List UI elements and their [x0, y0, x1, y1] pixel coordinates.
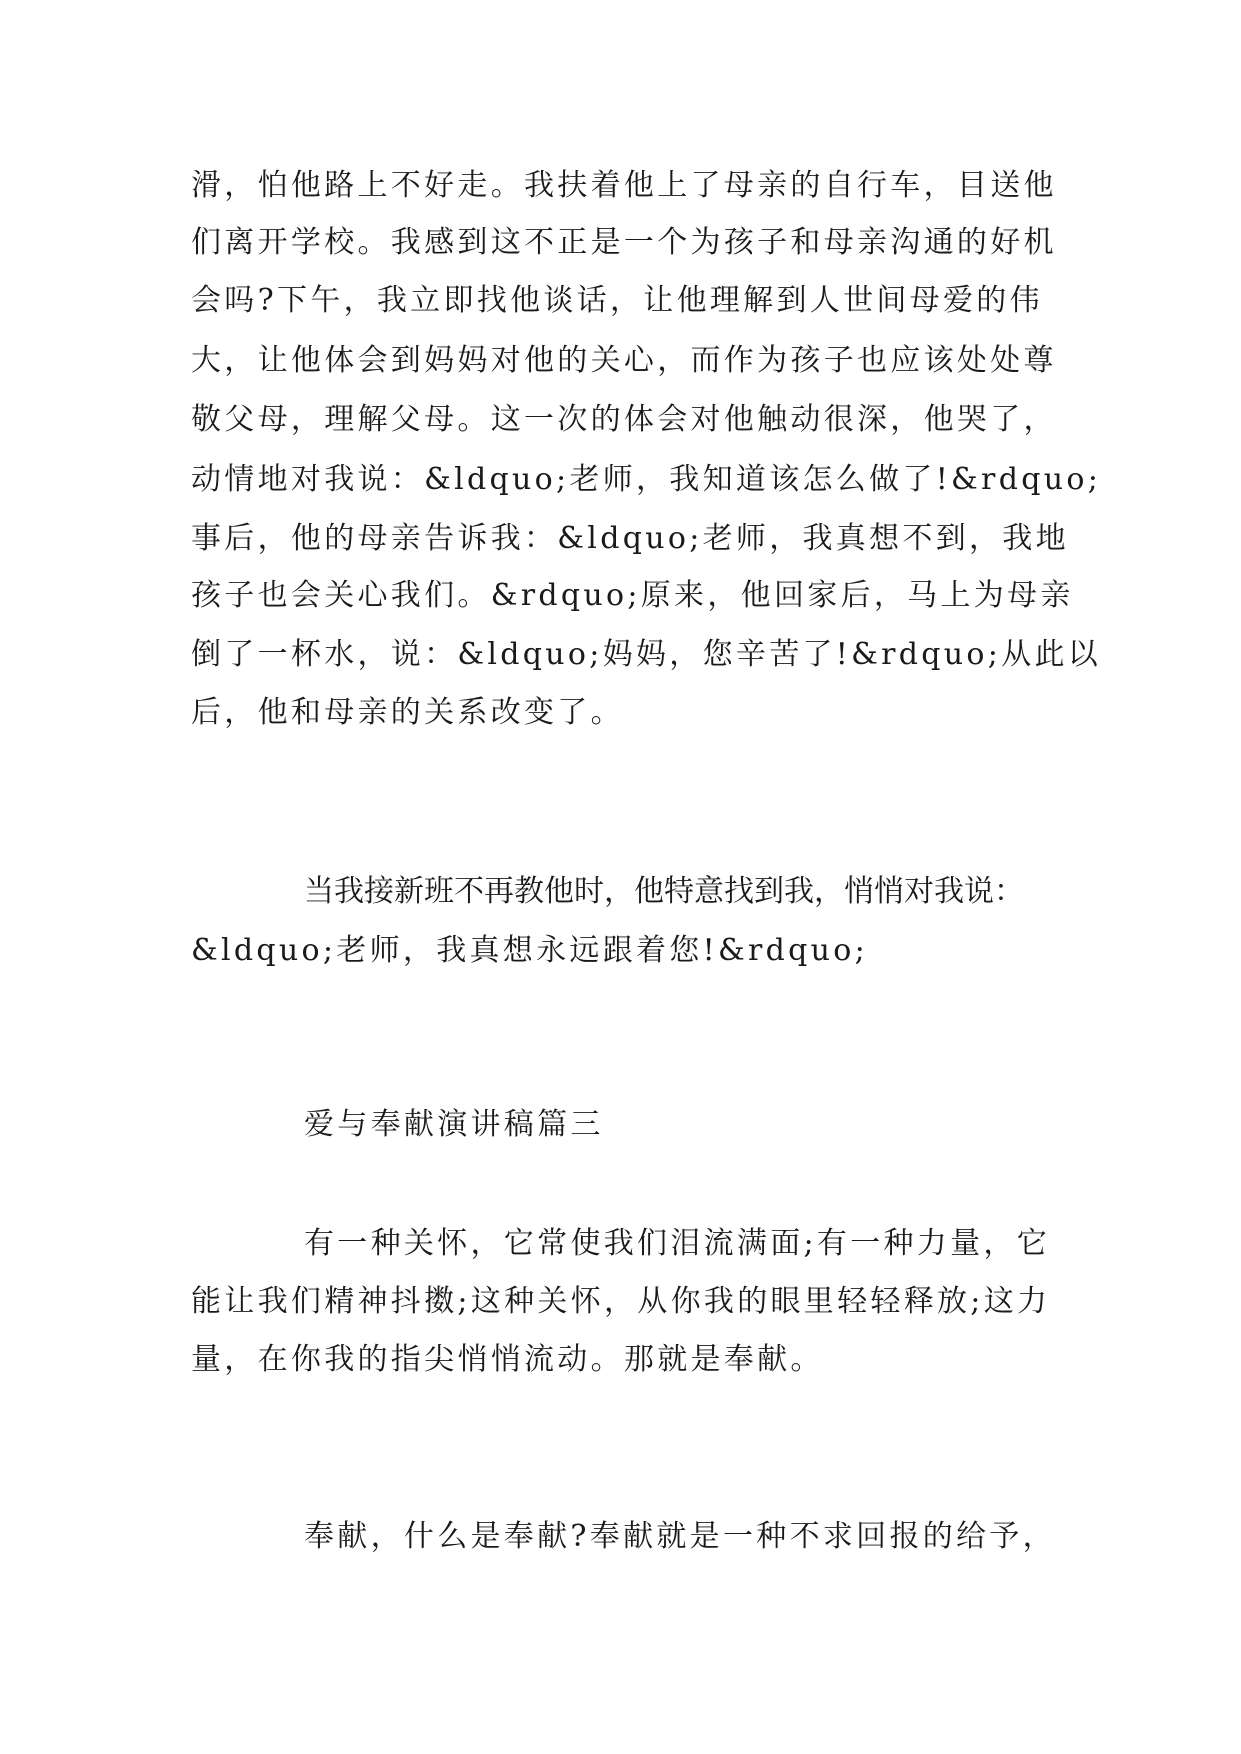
paragraph-line: 会吗?下午，我立即找他谈话，让他理解到人世间母爱的伟 — [191, 283, 1043, 318]
paragraph-line: 孩子也会关心我们。&rdquo;原来，他回家后，马上为母亲 — [191, 578, 1074, 613]
paragraph-line: 有一种关怀，它常使我们泪流满面;有一种力量，它 — [304, 1226, 1051, 1261]
paragraph-line: 动情地对我说：&ldquo;老师，我知道该怎么做了!&rdquo; — [191, 462, 1102, 497]
paragraph-line: 们离开学校。我感到这不正是一个为孩子和母亲沟通的好机 — [191, 225, 1057, 260]
paragraph-line: 倒了一杯水，说：&ldquo;妈妈，您辛苦了!&rdquo;从此以 — [191, 637, 1102, 672]
section-heading: 爱与奉献演讲稿篇三 — [304, 1107, 604, 1142]
paragraph-line: 事后，他的母亲告诉我：&ldquo;老师，我真想不到，我地 — [191, 521, 1069, 556]
paragraph-line: &ldquo;老师，我真想永远跟着您!&rdquo; — [191, 933, 868, 968]
paragraph-line: 后，他和母亲的关系改变了。 — [191, 695, 624, 730]
paragraph-line: 量，在你我的指尖悄悄流动。那就是奉献。 — [191, 1342, 824, 1377]
paragraph-line: 能让我们精神抖擞;这种关怀，从你我的眼里轻轻释放;这力 — [191, 1284, 1051, 1319]
paragraph-line: 大，让他体会到妈妈对他的关心，而作为孩子也应该处处尊 — [191, 343, 1057, 378]
paragraph-line: 敬父母，理解父母。这一次的体会对他触动很深，他哭了， — [191, 402, 1057, 437]
paragraph-line: 滑，怕他路上不好走。我扶着他上了母亲的自行车，目送他 — [191, 168, 1057, 203]
paragraph-line: 当我接新班不再教他时，他特意找到我，悄悄对我说： — [304, 874, 1024, 909]
paragraph-line: 奉献，什么是奉献?奉献就是一种不求回报的给予， — [304, 1519, 1056, 1554]
